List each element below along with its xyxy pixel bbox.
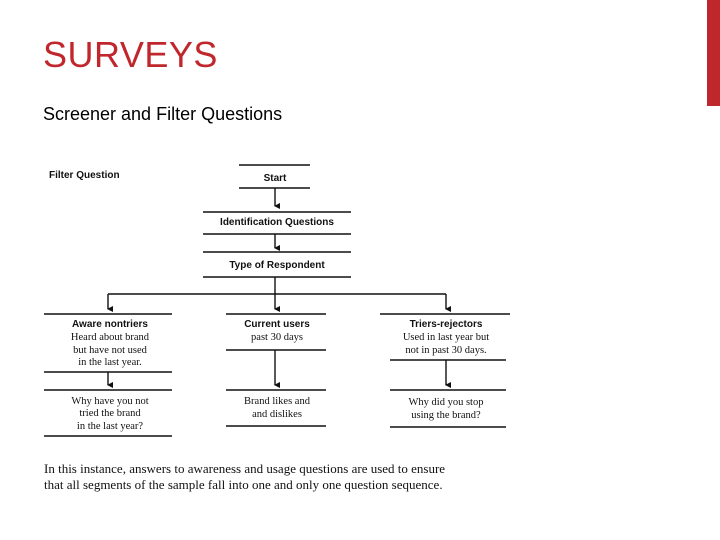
branch-aware-nontriers-followup-line: tried the brand	[79, 408, 141, 419]
caption-line: In this instance, answers to awareness and usage questions are used to ensure	[44, 461, 446, 476]
respondent-type-node: Type of Respondent	[229, 260, 325, 271]
figure-caption	[44, 461, 514, 493]
slide-subtitle: Screener and Filter Questions	[43, 104, 283, 124]
branch-triers-rejectors-detail-line: Used in last year but	[402, 332, 490, 343]
branch-aware-nontriers-detail-line: but have not used	[73, 345, 147, 356]
branch-current-users-followup-line: and dislikes	[252, 409, 302, 420]
branch-aware-nontriers-heading: Aware nontriers	[72, 319, 148, 330]
branch-triers-rejectors-detail-line: not in past 30 days.	[405, 345, 487, 356]
branch-triers-rejectors-followup-line: Why did you stop	[408, 397, 484, 408]
branch-current-users-heading: Current users	[244, 319, 310, 330]
branch-current-users-detail-line: past 30 days	[251, 332, 303, 343]
branch-triers-rejectors-followup-line: using the brand?	[411, 410, 481, 421]
identification-node: Identification Questions	[220, 217, 334, 228]
branch-aware-nontriers-detail-line: in the last year.	[78, 357, 142, 368]
branch-aware-nontriers-followup-line: Why have you not	[71, 396, 149, 407]
slide-title: SURVEYS	[43, 34, 218, 75]
branch-current-users-followup-line: Brand likes and	[244, 396, 310, 407]
branch-aware-nontriers-detail-line: Heard about brand	[70, 332, 150, 343]
filter-question-label: Filter Question	[49, 170, 120, 181]
branch-aware-nontriers-followup-line: in the last year?	[76, 421, 144, 432]
caption-line: that all segments of the sample fall into one and only one question sequence.	[44, 477, 443, 492]
branch-triers-rejectors-heading: Triers-rejectors	[409, 319, 483, 330]
start-node: Start	[263, 173, 287, 184]
